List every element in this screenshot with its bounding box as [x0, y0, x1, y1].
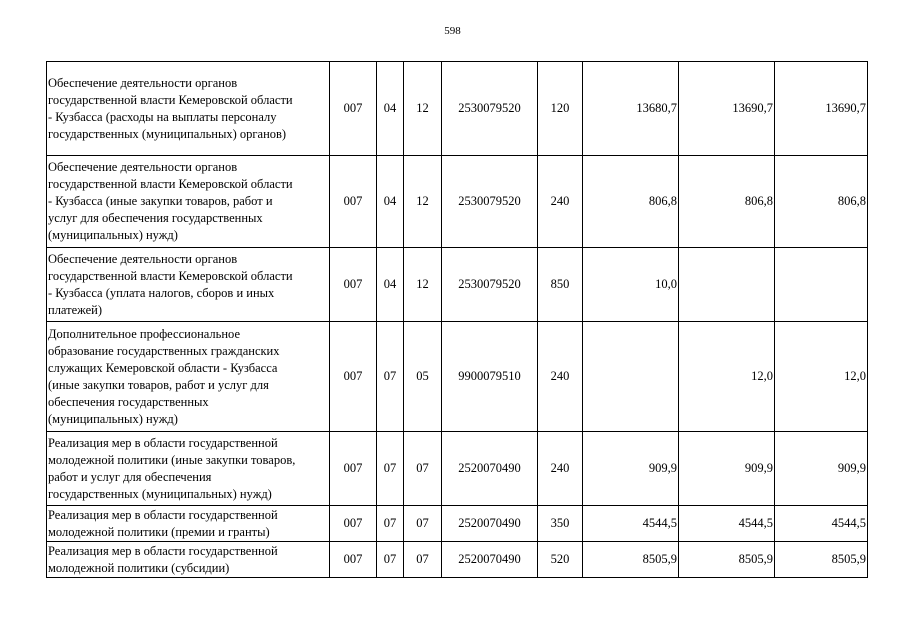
table-row [47, 156, 868, 248]
amount-3: 12,0 [775, 322, 868, 432]
amount-3: 4544,5 [775, 506, 868, 542]
expense-type-code: 120 [538, 62, 583, 156]
section-code: 07 [377, 506, 404, 542]
expense-type-code: 240 [538, 432, 583, 506]
amount-1: 909,9 [583, 432, 679, 506]
table-row [47, 542, 868, 578]
amount-3: 806,8 [775, 156, 868, 248]
ministry-code: 007 [330, 322, 377, 432]
table-row [47, 248, 868, 322]
row-description: Реализация мер в области государственной молодежной политики (субсидии) [47, 542, 330, 578]
expense-type-code: 350 [538, 506, 583, 542]
ministry-code: 007 [330, 156, 377, 248]
amount-2 [679, 248, 775, 322]
table-row [47, 62, 868, 156]
subsection-code: 12 [404, 62, 442, 156]
target-article-code: 2530079520 [442, 156, 538, 248]
subsection-code: 12 [404, 156, 442, 248]
amount-1: 13680,7 [583, 62, 679, 156]
amount-1: 4544,5 [583, 506, 679, 542]
section-code: 04 [377, 62, 404, 156]
subsection-code: 07 [404, 542, 442, 578]
page-number: 598 [444, 25, 461, 37]
target-article-code: 2520070490 [442, 542, 538, 578]
section-code: 07 [377, 432, 404, 506]
amount-2: 4544,5 [679, 506, 775, 542]
target-article-code: 2520070490 [442, 432, 538, 506]
section-code: 04 [377, 156, 404, 248]
row-description: Дополнительное профессиональное образование государственных гражданских служащих Кемеровской области - Кузбасса (иные закупки товаров, работ и услуг для обеспечения государственных (муниципальных) нужд) [47, 322, 330, 432]
subsection-code: 07 [404, 506, 442, 542]
table-row [47, 506, 868, 542]
target-article-code: 2530079520 [442, 62, 538, 156]
amount-3: 909,9 [775, 432, 868, 506]
expense-type-code: 240 [538, 156, 583, 248]
target-article-code: 2530079520 [442, 248, 538, 322]
expense-type-code: 520 [538, 542, 583, 578]
amount-3: 13690,7 [775, 62, 868, 156]
amount-2: 12,0 [679, 322, 775, 432]
section-code: 07 [377, 542, 404, 578]
amount-2: 8505,9 [679, 542, 775, 578]
amount-3 [775, 248, 868, 322]
ministry-code: 007 [330, 542, 377, 578]
expense-type-code: 850 [538, 248, 583, 322]
ministry-code: 007 [330, 248, 377, 322]
amount-1: 806,8 [583, 156, 679, 248]
amount-1 [583, 322, 679, 432]
row-description: Реализация мер в области государственной молодежной политики (иные закупки товаров, работ и услуг для обеспечения государственных (муниципальных) нужд) [47, 432, 330, 506]
target-article-code: 2520070490 [442, 506, 538, 542]
amount-1: 8505,9 [583, 542, 679, 578]
budget-table [46, 61, 868, 578]
subsection-code: 07 [404, 432, 442, 506]
row-description: Реализация мер в области государственной молодежной политики (премии и гранты) [47, 506, 330, 542]
amount-2: 909,9 [679, 432, 775, 506]
ministry-code: 007 [330, 62, 377, 156]
section-code: 07 [377, 322, 404, 432]
section-code: 04 [377, 248, 404, 322]
expense-type-code: 240 [538, 322, 583, 432]
ministry-code: 007 [330, 506, 377, 542]
subsection-code: 05 [404, 322, 442, 432]
ministry-code: 007 [330, 432, 377, 506]
table-row [47, 432, 868, 506]
subsection-code: 12 [404, 248, 442, 322]
table-row [47, 322, 868, 432]
target-article-code: 9900079510 [442, 322, 538, 432]
amount-2: 806,8 [679, 156, 775, 248]
row-description: Обеспечение деятельности органов государственной власти Кемеровской области - Кузбасса (расходы на выплаты персоналу государственных (муниципальных) органов) [47, 62, 330, 156]
row-description: Обеспечение деятельности органов государственной власти Кемеровской области - Кузбасса (уплата налогов, сборов и иных платежей) [47, 248, 330, 322]
amount-1: 10,0 [583, 248, 679, 322]
amount-3: 8505,9 [775, 542, 868, 578]
amount-2: 13690,7 [679, 62, 775, 156]
row-description: Обеспечение деятельности органов государственной власти Кемеровской области - Кузбасса (иные закупки товаров, работ и услуг для обеспечения государственных (муниципальных) нужд) [47, 156, 330, 248]
